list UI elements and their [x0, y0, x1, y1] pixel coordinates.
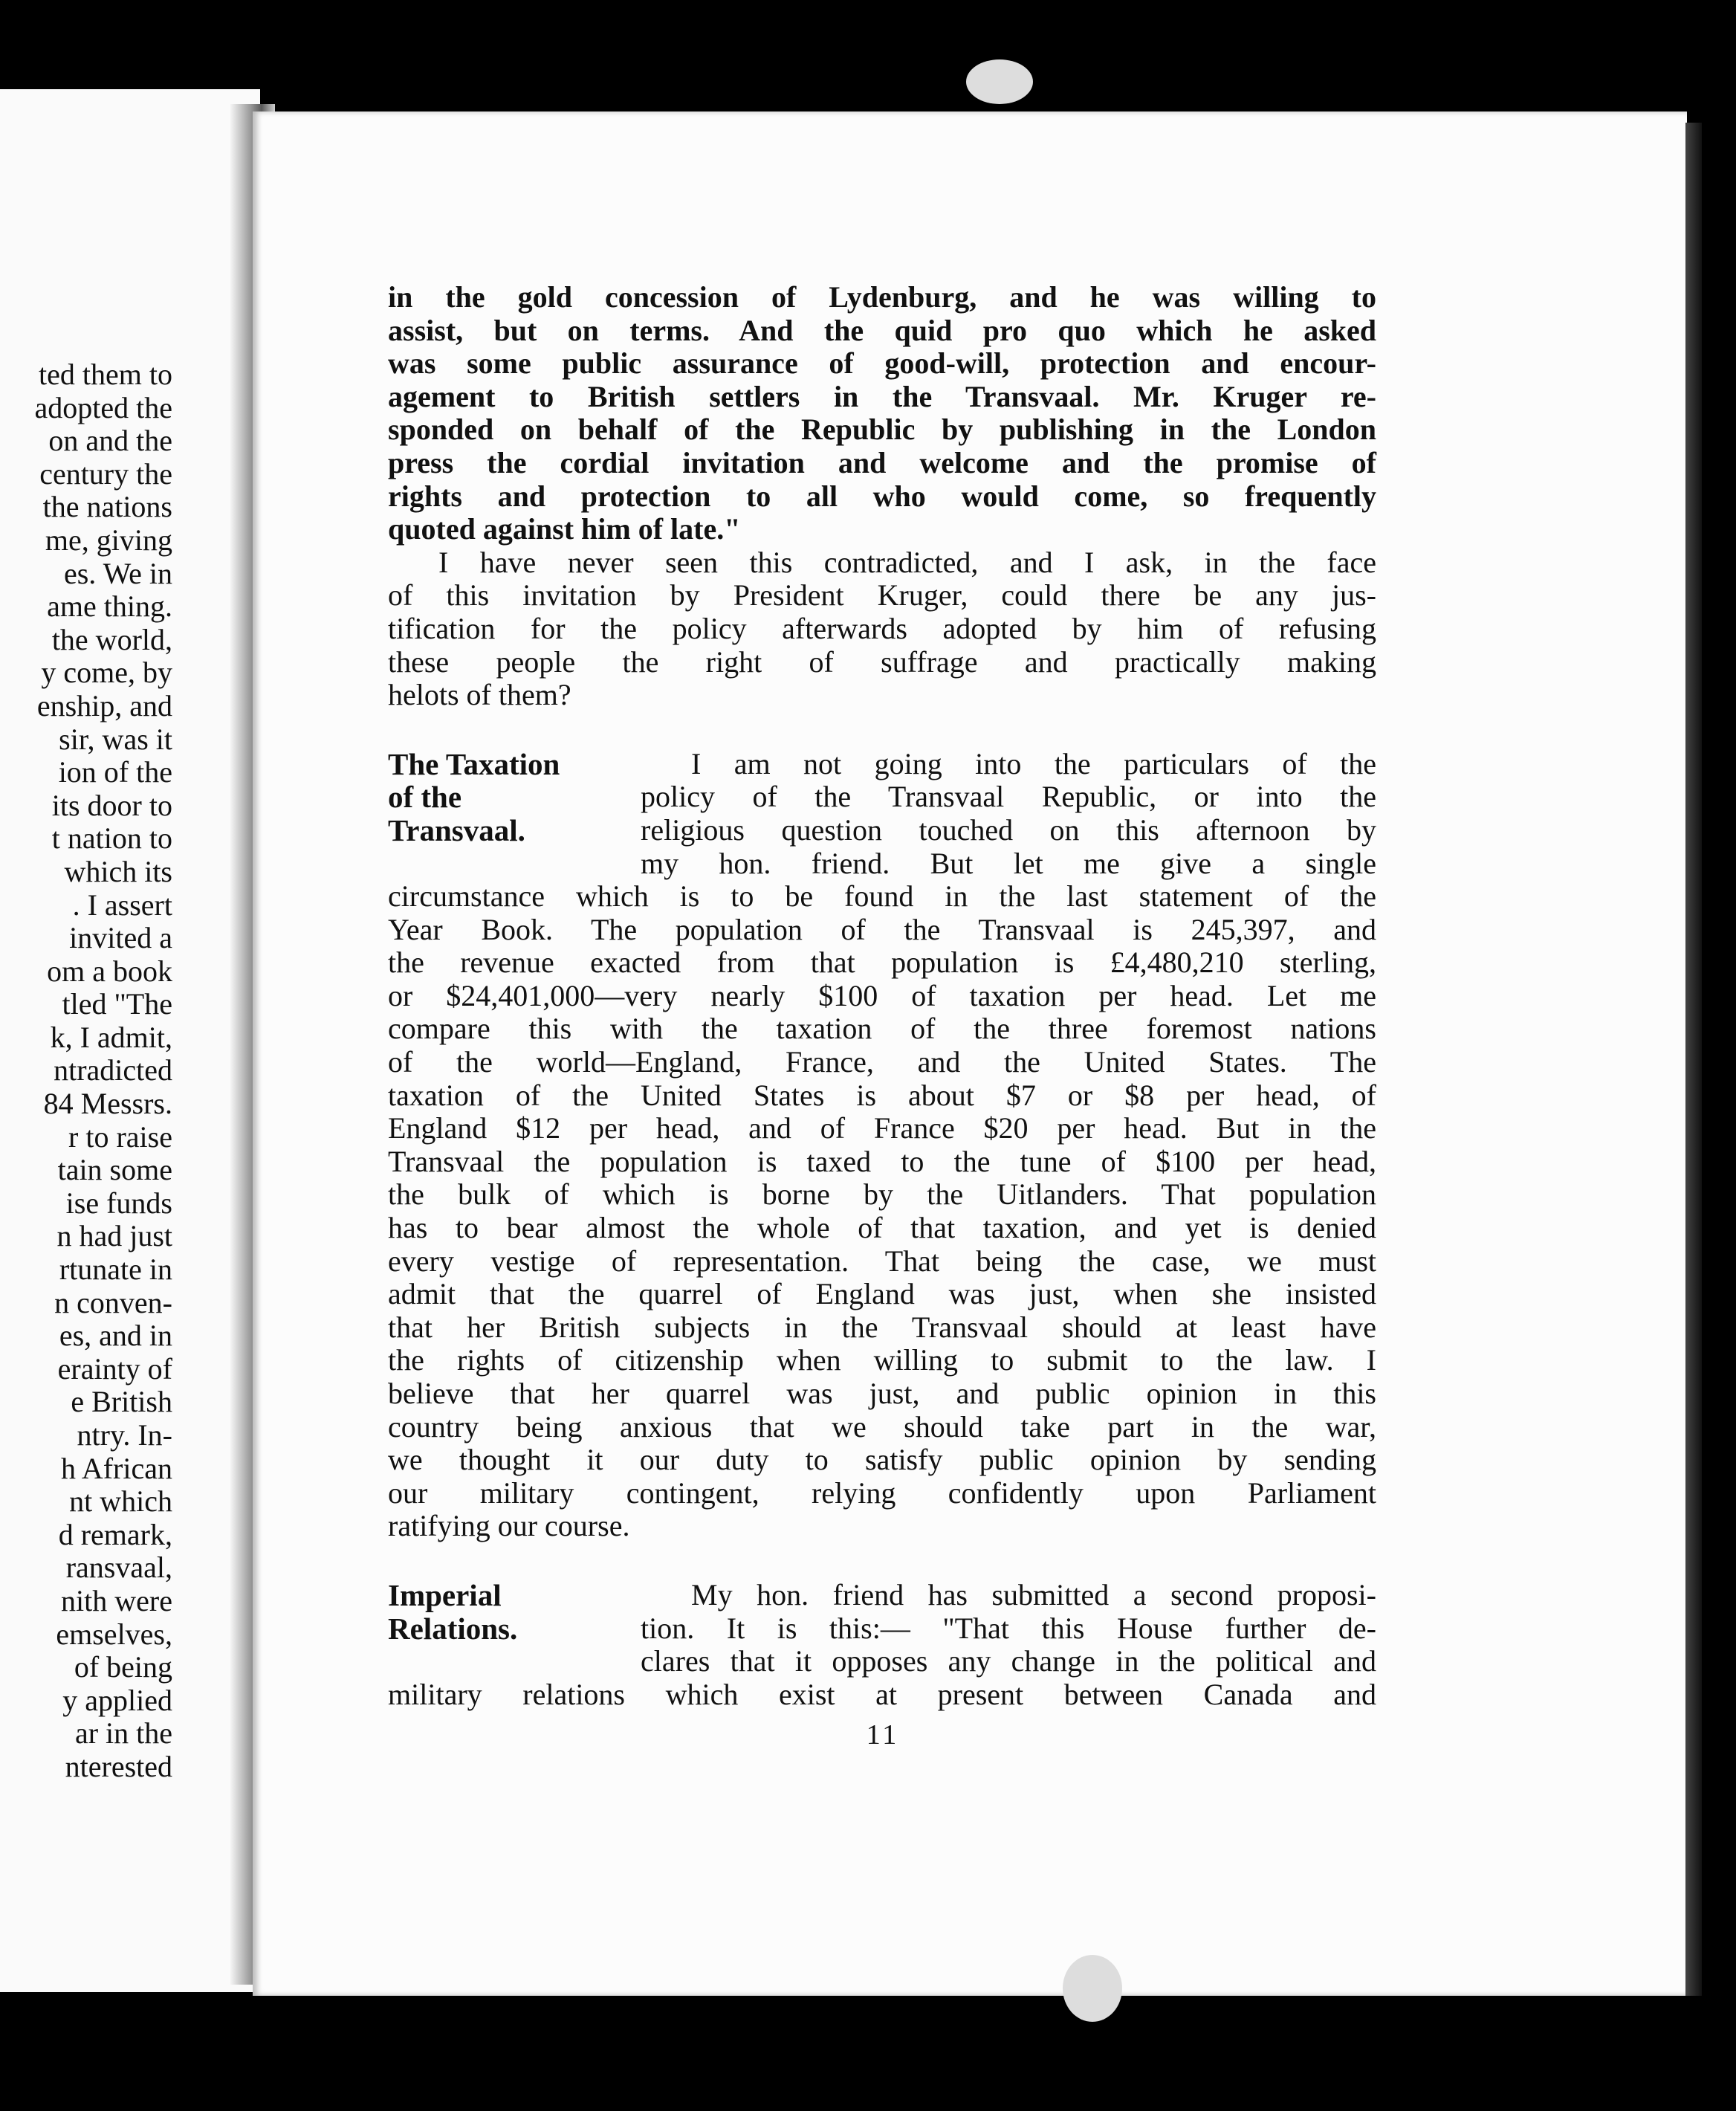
previous-page-line: e British [71, 1385, 172, 1419]
previous-page-line: ar in the [74, 1716, 172, 1750]
text-line: press the cordial invitation and welcome and the promise of [388, 445, 1376, 479]
previous-page-line: n conven- [54, 1285, 172, 1319]
previous-page-line: enship, and [36, 688, 172, 722]
previous-page-line: ame thing. [47, 589, 172, 624]
previous-page-line: nt which [69, 1484, 172, 1519]
text-line: military relations which exist at present between Canada and [388, 1677, 1376, 1711]
text-line: admit that the quarrel of England was just, when she insisted [388, 1277, 1376, 1311]
previous-page-line: h African [61, 1451, 172, 1485]
previous-page-line: 84 Messrs. [43, 1087, 172, 1121]
previous-page-line: ise funds [65, 1186, 172, 1220]
previous-page-line: me, giving [45, 523, 172, 557]
section-taxation-hanging-lines [641, 748, 1376, 880]
sidenote-line: The Taxation [388, 746, 560, 781]
paragraph-kruger-invitation [388, 546, 1376, 712]
paper-damage-speck [1063, 1955, 1122, 2022]
section-imperial-body [388, 1678, 1376, 1712]
previous-page-line: ted them to [39, 358, 172, 391]
previous-page-line: ion of the [58, 755, 172, 789]
text-line: the rights of citizenship when willing to submit to the law. I [388, 1343, 1376, 1377]
page-number: 11 [866, 1719, 900, 1750]
previous-page-line: nith were [61, 1583, 172, 1617]
text-line: agement to British settlers in the Transvaal. Mr. Kruger re- [388, 379, 1376, 413]
previous-page-line: emselves, [56, 1617, 172, 1651]
sidenote-taxation-heading [388, 748, 611, 847]
text-line: policy of the Transvaal Republic, or into the [641, 780, 1376, 814]
previous-page-line: of being [74, 1650, 172, 1684]
text-line: of the world—England, France, and the United States. The [388, 1045, 1376, 1079]
text-line: country being anxious that we should take part in the war, [388, 1409, 1376, 1444]
text-line: was some public assurance of good-will, protection and encour- [388, 346, 1376, 381]
page-body [388, 281, 1376, 1711]
sidenote-line: Imperial [388, 1577, 502, 1612]
text-line: ratifying our course. [388, 1509, 630, 1543]
paper-damage-speck [966, 59, 1033, 104]
text-line: these people the right of suffrage and practically making [388, 644, 1376, 679]
previous-page-line: y come, by [41, 656, 172, 690]
previous-page-line: erainty of [57, 1351, 172, 1386]
previous-page-line: ntradicted [54, 1053, 172, 1087]
previous-page-line: n had just [56, 1219, 172, 1253]
text-line: every vestige of representation. That being the case, we must [388, 1244, 1376, 1278]
previous-page-line: century the [39, 456, 172, 491]
previous-page-line: which its [64, 854, 172, 888]
text-line: tion. It is this:— "That this House further de- [641, 1611, 1376, 1645]
text-line: the bulk of which is borne by the Uitlanders. That population [388, 1177, 1376, 1212]
text-line: or $24,401,000—very nearly $100 of taxation per head. Let me [388, 978, 1376, 1012]
previous-page-line: om a book [47, 954, 172, 988]
sidenote-line: Relations. [388, 1611, 518, 1646]
text-line: helots of them? [388, 678, 571, 712]
sidenote-line: Transvaal. [388, 812, 525, 847]
section-taxation [388, 748, 1376, 1543]
previous-page-line: t nation to [51, 821, 172, 856]
text-line: my hon. friend. But let me give a single [641, 846, 1376, 880]
text-line: I am not going into the particulars of the [691, 746, 1376, 780]
text-line: our military contingent, relying confidently upon Parliament [388, 1475, 1376, 1510]
text-line: in the gold concession of Lydenburg, and he was willing to [388, 280, 1376, 314]
previous-page-line: invited a [69, 921, 172, 955]
text-line: rights and protection to all who would come, so frequently [388, 479, 1376, 513]
previous-page-line: ransvaal, [65, 1551, 172, 1585]
text-line: the revenue exacted from that population is £4,480,210 sterling, [388, 945, 1376, 980]
previous-page-line: rtunate in [59, 1252, 172, 1287]
text-line: England $12 per head, and of France $20 per head. But in the [388, 1111, 1376, 1145]
previous-page-text [0, 358, 172, 1784]
previous-page-line: tled "The [62, 987, 172, 1021]
previous-page-line: on and the [48, 424, 172, 458]
text-line: sponded on behalf of the Republic by publishing in the London [388, 413, 1376, 447]
previous-page-line: es, and in [59, 1319, 172, 1353]
previous-page-line: adopted the [34, 390, 172, 424]
text-line: compare this with the taxation of the three foremost nations [388, 1012, 1376, 1046]
text-line: of this invitation by President Kruger, could there be any jus- [388, 578, 1376, 612]
text-line: quoted against him of late." [388, 512, 741, 546]
previous-page-line: nterested [65, 1749, 172, 1783]
section-taxation-body [388, 880, 1376, 1543]
previous-page-line: tain some [57, 1153, 172, 1187]
text-line: assist, but on terms. And the quid pro quo which he asked [388, 313, 1376, 347]
sidenote-imperial-relations-heading [388, 1579, 611, 1645]
previous-page-line: k, I admit, [50, 1020, 172, 1054]
text-line: religious question touched on this afternoon by [641, 812, 1376, 847]
text-line: My hon. friend has submitted a second proposi- [691, 1577, 1376, 1611]
text-line: clares that it opposes any change in the political and [641, 1644, 1376, 1678]
text-line: Transvaal the population is taxed to the tune of $100 per head, [388, 1144, 1376, 1178]
section-imperial-relations [388, 1579, 1376, 1711]
previous-page-line: sir, was it [59, 722, 172, 756]
text-line: taxation of the United States is about $7 or $8 per head, of [388, 1078, 1376, 1112]
text-line: circumstance which is to be found in the last statement of the [388, 879, 1376, 914]
previous-page-line: d remark, [58, 1517, 172, 1551]
sidenote-line: of the [388, 780, 462, 815]
paragraph-quote-continuation [388, 281, 1376, 546]
text-line: I have never seen this contradicted, and I ask, in the face [438, 545, 1376, 579]
page-edge [1685, 123, 1702, 1996]
text-line: Year Book. The population of the Transvaal is 245,397, and [388, 912, 1376, 946]
previous-page-line: r to raise [68, 1119, 172, 1154]
previous-page-line: the nations [42, 490, 172, 524]
text-line: believe that her quarrel was just, and public opinion in this [388, 1377, 1376, 1410]
previous-page [0, 89, 260, 1992]
previous-page-line: ntry. In- [77, 1418, 172, 1452]
section-imperial-hanging-lines [641, 1579, 1376, 1678]
text-line: we thought it our duty to satisfy public opinion by sending [388, 1443, 1376, 1477]
previous-page-line: es. We in [63, 556, 172, 590]
text-line: that her British subjects in the Transvaal should at least have [388, 1310, 1376, 1344]
text-line: tification for the policy afterwards adopted by him of refusing [388, 611, 1376, 645]
text-line: has to bear almost the whole of that taxation, and yet is denied [388, 1211, 1376, 1245]
previous-page-line: the world, [51, 622, 172, 656]
previous-page-line: . I assert [72, 888, 172, 922]
previous-page-line: its door to [51, 788, 172, 822]
previous-page-line: y applied [62, 1683, 172, 1717]
